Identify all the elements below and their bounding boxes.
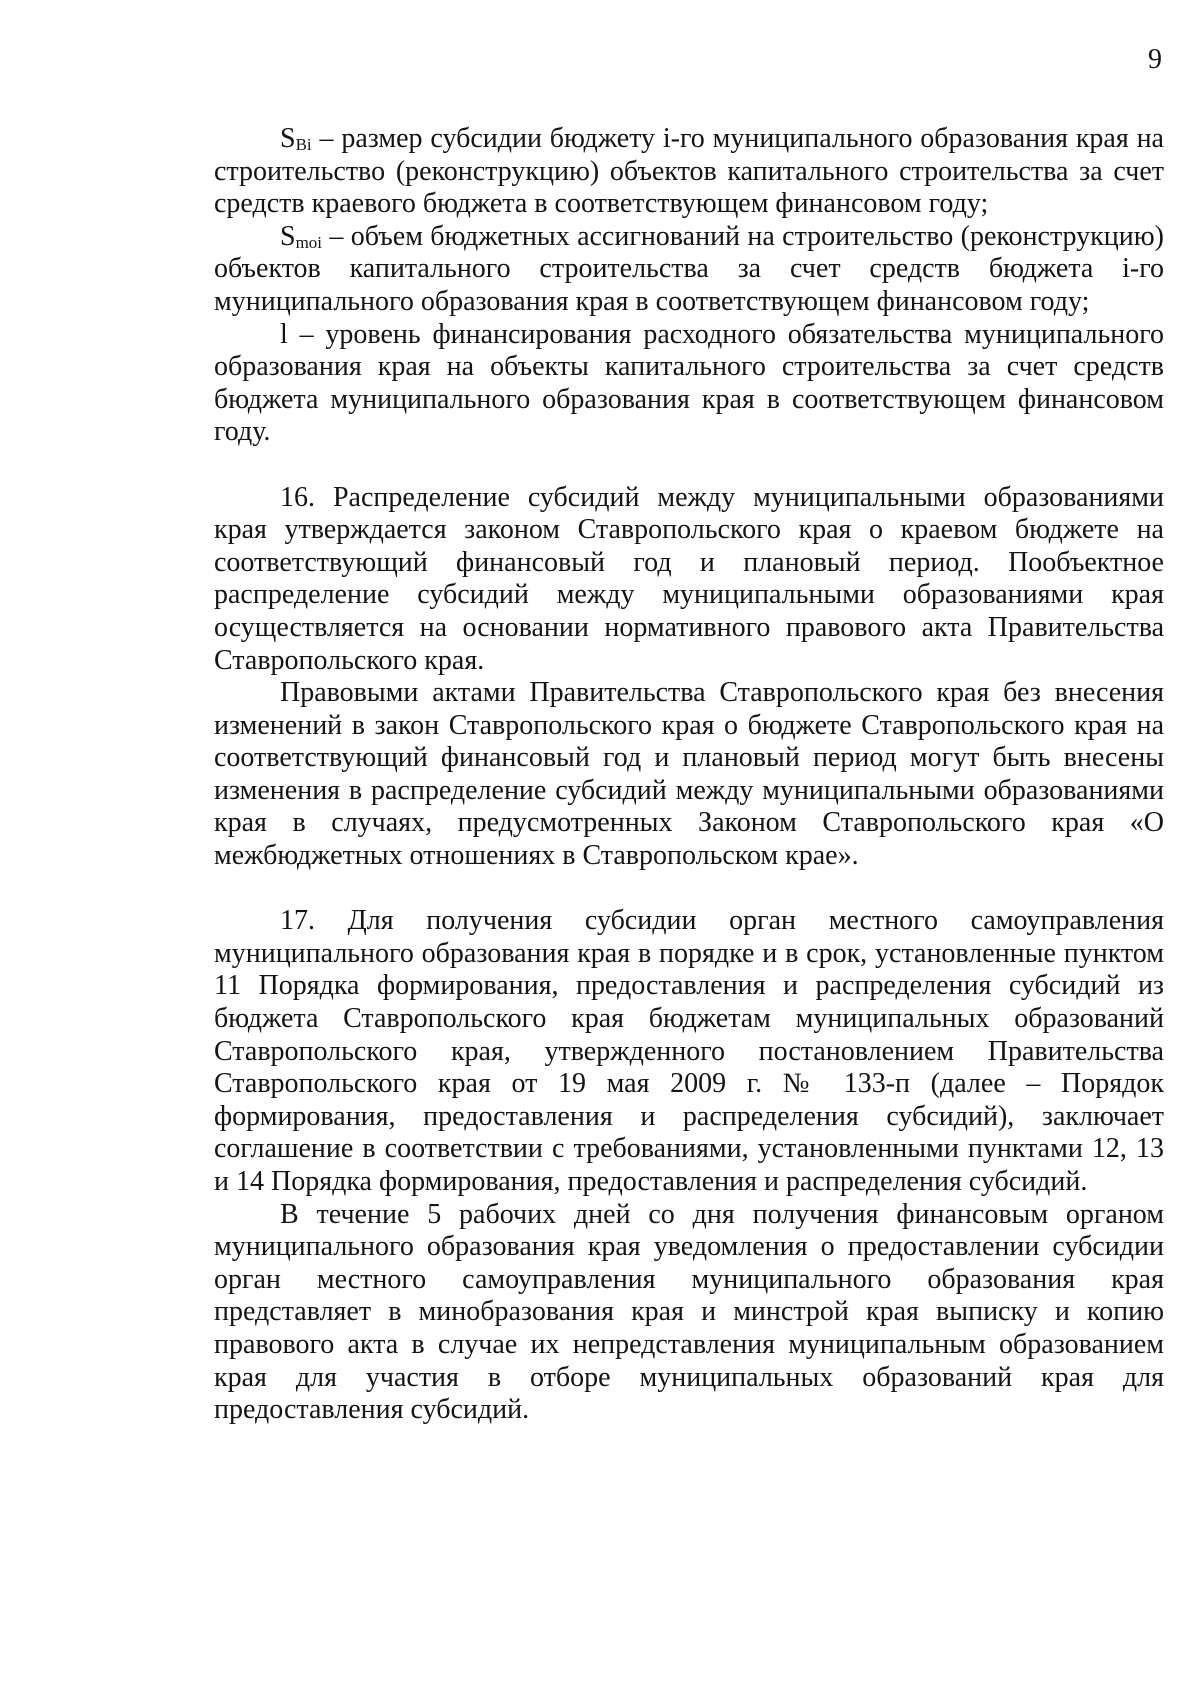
- section-17-paragraph: 17. Для получения субсидии орган местного самоуправления муниципального образования края в порядке и в срок, установленные пунктом 11 Порядка формирования, предоставления и распределения субсидий из бюджета Ставропольского края бюджетам муниципальных образований Ставропольского края, утвержденного постановлением Правительства Ставропольского края от 19 мая 2009 г. № 133-п (далее – Порядок формирования, предоставления и распределения субсидий), заключает соглашение в соответствии с требованиями, установленными пунктами 12, 13 и 14 Порядка формирования, предоставления и распределения субсидий.: [214, 905, 1164, 1197]
- definition-l: l – уровень финансирования расходного обязательства муниципального образования края на объекты капитального строительства за счет средств бюджета муниципального образования края в соответствующем финансовом году.: [214, 318, 1164, 448]
- symbol-s: S: [280, 220, 296, 252]
- definition-text: – объем бюджетных ассигнований на строительство (реконструкцию) объектов капитального строительства за счет средств бюджета i-го муниципального образования края в соответствующем финансовом году;: [214, 220, 1164, 317]
- section-16-paragraph: 16. Распределение субсидий между муниципальными образованиями края утверждается законом Ставропольского края о краевом бюджете на соответствующий финансовый год и плановый период. Пообъектное распределение субсидий между муниципальными образованиями края осуществляется на основании нормативного правового акта Правительства Ставропольского края.: [214, 481, 1164, 676]
- definition-text: – размер субсидии бюджету i-го муниципального образования края на строительство (реконструкцию) объектов капитального строительства за счет средств краевого бюджета в соответствующем финансовом году;: [214, 123, 1164, 220]
- symbol-s: S: [280, 123, 296, 154]
- section-17-paragraph: В течение 5 рабочих дней со дня получения финансовым органом муниципального образования края уведомления о предоставлении субсидии орган местного самоуправления муниципального образования края представляет в минобразования края и минстрой края выписку и копию правового акта в случае их непредставления муниципальным образованием края для участия в отборе муниципальных образований края для предоставления субсидий.: [214, 1198, 1164, 1426]
- page-number: 9: [1148, 44, 1162, 75]
- definition-s-bi: [214, 123, 1164, 221]
- document-body: [214, 123, 1164, 1427]
- definition-s-moi: [214, 221, 1164, 319]
- symbol-subscript: Bi: [295, 135, 312, 154]
- symbol-subscript: moi: [295, 232, 323, 252]
- section-16-paragraph: Правовыми актами Правительства Ставропольского края без внесения изменений в закон Ставропольского края о бюджете Ставропольского края на соответствующий финансовый год и плановый период могут быть внесены изменения в распределение субсидий между муниципальными образованиями края в случаях, предусмотренных Законом Ставропольского края «О межбюджетных отношениях в Ставропольском крае».: [214, 677, 1164, 872]
